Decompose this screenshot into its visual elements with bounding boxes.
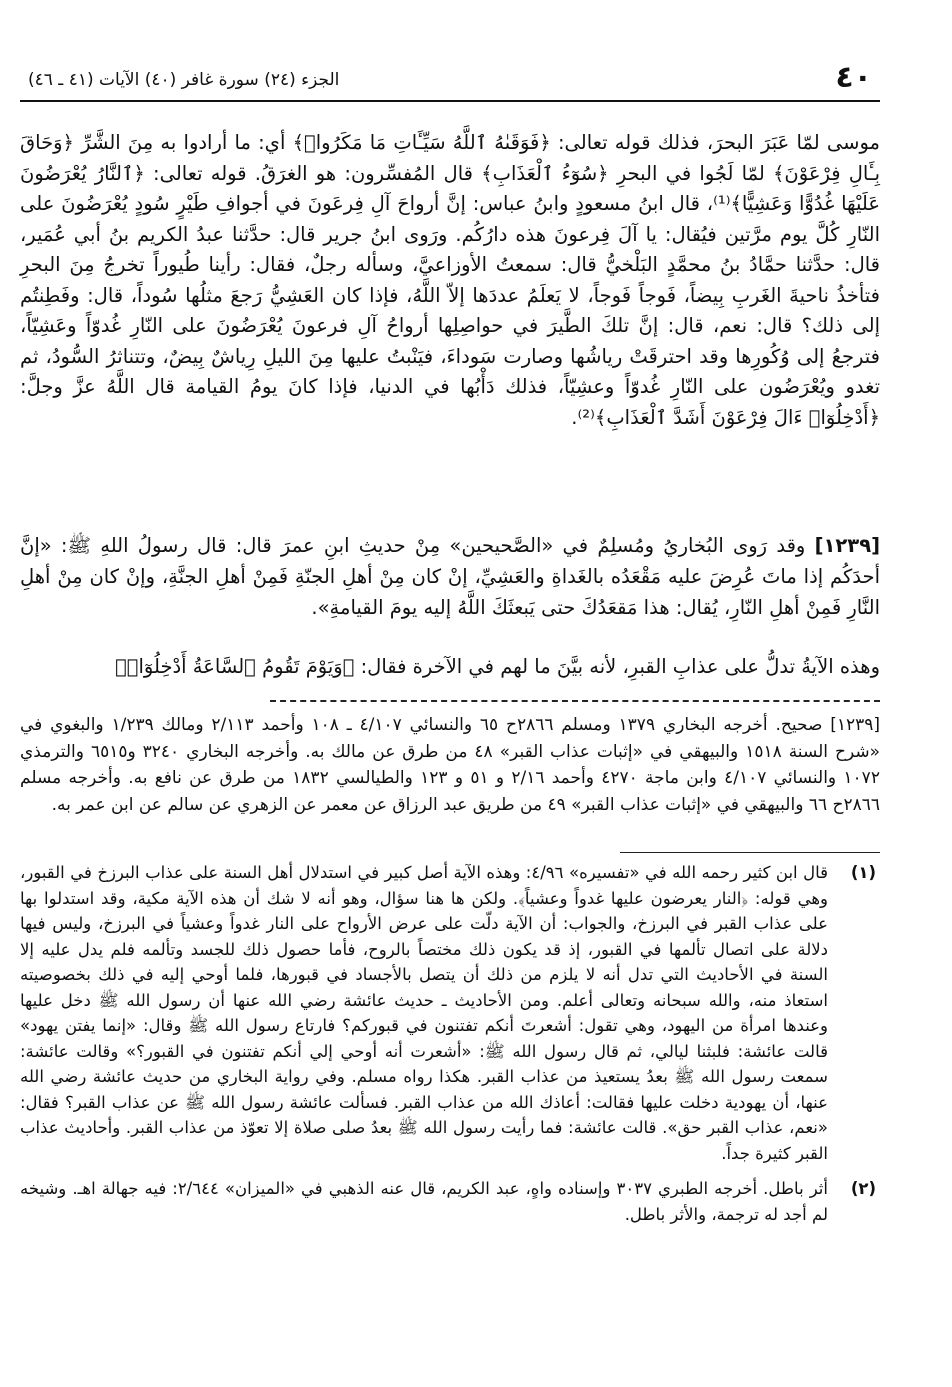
hadith-number: [١٢٣٩]: [814, 534, 881, 557]
footnote-text: قال ابن كثير رحمه الله في «تفسيره» ٤/٩٦: وهذه الآية أصل كبير في استدلال أهل السنة على عذاب البرزخ في القبور، وهي قوله: ﴿النار يعرضون عليها غدواً وعشياً﴾. ولكن ها هنا سؤال، وهو أنه لا شك أن هذه الآية مكية، وقد استدلوا بها على عذاب القبر في البرزخ، والجواب: أن الآية دلّت على عرض الأرواح على النار غدواً وعشياً في البرزخ، وليس فيها دلالة على اتصال تألمها في القبور، إذ قد يكون ذلك مختصاً بالروح، فأما حصول ذلك للجسد وتألمه فلم يدل عليه إلا السنة في الأحاديث التي تدل أنه لا يلزم من ذلك أن يتصل بالأجساد في قبورها، فلما أوحي إليه في ذلك بخصوصيته استعاذ منه، والله سبحانه وتعالى أعلم. ومن الأحاديث ـ حديث عائشة رضي الله عنها أن رسول الله ﷺ دخل عليها وعندها امرأة من اليهود، وهي تقول: أشعرتَ أنكم تفتنون في قبوركم؟ فارتاع رسول الله ﷺ وقال: «إنما يفتن يهود» قالت عائشة: فلبثنا ليالي، ثم قال رسول الله ﷺ: «أشعرت أنه أوحي إلي أنكم تفتنون في القبور؟» وقالت عائشة: سمعت رسول الله ﷺ بعدُ يستعيذ من عذاب القبر. هكذا رواه مسلم. وفي رواية البخاري من حديث عائشة رضي الله عنها، أن يهودية دخلت عليها فقالت: أعاذك الله من عذاب القبر. فسألت عائشة رسول الله ﷺ عن عذاب القبر؟ فقال: «نعم، عذاب القبر حق». قالت عائشة: فما رأيت رسول الله ﷺ بعدُ صلى صلاة إلا تعوّذ من عذاب القبر. وأحاديث عذاب القبر كثيرة جداً.: [20, 863, 828, 1163]
footnote-marker: (١): [850, 863, 876, 882]
closing-line: وهذه الآيةُ تدلُّ على عذابِ القبرِ، لأنه بيَّنَ ما لهم في الآخرة فقال: ﴿وَيَوْمَ تَقُومُ ٱلسَّاعَةُ أَدْخِلُوٓا۟﴾: [115, 655, 880, 678]
page-number: ٤٠: [835, 60, 872, 95]
footnote-separator: [620, 852, 880, 853]
takhrij-note: [20, 712, 880, 818]
footnote-2: [20, 1176, 880, 1227]
book-page: [20, 40, 880, 1360]
footnote-1: [20, 860, 880, 1166]
page-header: [20, 60, 880, 102]
main-text: [20, 128, 880, 433]
footnotes: [20, 860, 880, 1227]
dashed-separator: [270, 700, 880, 702]
hadith-paragraph: [20, 530, 880, 623]
footnote-marker: (٢): [850, 1179, 876, 1198]
hadith-block: [20, 530, 880, 623]
running-head: الجزء (٢٤) سورة غافر (٤٠) الآيات (٤١ ـ ٤٦): [28, 70, 340, 90]
takhrij-text: [١٢٣٩] صحيح. أخرجه البخاري ١٣٧٩ ومسلم ٢٨٦٦ح ٦٥ والنسائي ٤/١٠٧ ـ ١٠٨ وأحمد ٢/١١٣ ومالك ١/٢٣٩ والبغوي في «شرح السنة ١٥١٨ والبيهقي في «إثبات عذاب القبر» ٤٨ من طرق عن مالك به. وأخرجه البخاري ٣٢٤٠ و٦٥١٥ والترمذي ١٠٧٢ والنسائي ٤/١٠٧ وابن ماجة ٤٢٧٠ وأحمد ٢/١٦ و ٥١ و ١٢٣ والطيالسي ١٨٣٢ من طرق عن نافع به. وأخرجه مسلم ٢٨٦٦ح ٦٦ والبيهقي في «إثبات عذاب القبر» ٤٩ من طريق عبد الرزاق عن معمر عن الزهري عن سالم عن ابن عمر به.: [20, 715, 880, 815]
footnote-text: أثر باطل. أخرجه الطبري ٣٠٣٧ وإسناده واهٍ، عبد الكريم، قال عنه الذهبي في «الميزان» ٢/٦٤٤: فيه جهالة اهـ. وشيخه لم أجد له ترجمة، والأثر باطل.: [20, 1179, 828, 1224]
hadith-text: وقد رَوى البُخاريُ ومُسلِمٌ في «الصَّحيحين» مِنْ حديثِ ابنِ عمرَ قال: قال رسولُ اللهِ ﷺ: «إنَّ أحدَكُم إذا ماتَ عُرِضَ عليه مَقْعَدُه بالغَداةِ والعَشِيِّ، إنْ كان مِنْ أهلِ الجنّةِ فَمِنْ أهلِ الجنَّةِ، وإنْ كان مِنْ أهلِ النَّارِ فَمِنْ أهلِ النّارِ، يُقال: هذا مَقعَدُكَ حتى يَبعثَكَ اللَّهُ إليه يومَ القيامةِ».: [20, 534, 880, 619]
body-paragraph: موسى لمّا عَبَرَ البحرَ، فذلك قوله تعالى: ﴿فَوَقَىٰهُ ٱللَّهُ سَيِّـَٔاتِ مَا مَكَرُوا۟﴾ أي: ما أرادوا به مِنَ الشَّرِّ ﴿وَحَاقَ بِـَٔالِ فِرْعَوْنَ﴾ لمّا لَجُوا في البحرِ ﴿سُوٓءُ ٱلْعَذَابِ﴾ قال المُفسِّرون: هو الغرَقُ. قوله تعالى: ﴿ٱلنَّارُ يُعْرَضُونَ عَلَيْهَا غُدُوًّا وَعَشِيًّا﴾⁽¹⁾، قال ابنُ مسعودٍ وابنُ عباس: إنَّ أرواحَ آلِ فِرعَونَ في أجوافِ طَيْرٍ سُودٍ يُعْرَضُونَ على النّارِ كُلَّ يوم مرَّتين فيُقال: يا آلَ فِرعونَ هذه دارُكُم. ورَوى ابنُ جرير قال: حدَّثنا عبدُ الكريم بنُ أبي عُمَير، قال: حدَّثنا حمَّادُ بنُ محمَّدٍ البَلْخيُّ قال: سمعتُ الأوزاعيَّ، وسأله رجلٌ، فقال: رأينا طُيوراً تخرجُ مِنَ البحرِ فتأخذُ ناحيةَ الغَربِ بِيضاً، فَوجاً فَوجاً، لا يَعلَمُ عددَها إلاّ اللَّهُ، فإذا كان العَشِيُّ رَجعَ مثلُها سُوداً، قال: وفَطِنتُم إلى ذلك؟ قال: نعم، قال: إنَّ تلكَ الطَّيرَ في حواصِلِها أرواحُ آلِ فرعونَ يُعْرَضُونَ على النّارِ غُدوّاً وعَشِيّاً، فترجعُ إلى وُكُورِها وقد احترقَتْ رياشُها وصارت سَوداءَ، فيَنْبتُ عليها مِنَ الليلِ رِياشٌ بِيضٌ، وتتناثرُ السُّودُ، ثم تغدو ويُعْرَضُون على النّارِ غُدوّاً وعشِيّاً، فذلك دَأْبُها في الدنيا، فإذا كانَ يومُ القيامة قال اللَّهُ عزَّ وجلَّ: ﴿أَدْخِلُوٓا۟ ءَالَ فِرْعَوْنَ أَشَدَّ ٱلْعَذَابِ﴾⁽²⁾.: [20, 131, 880, 429]
